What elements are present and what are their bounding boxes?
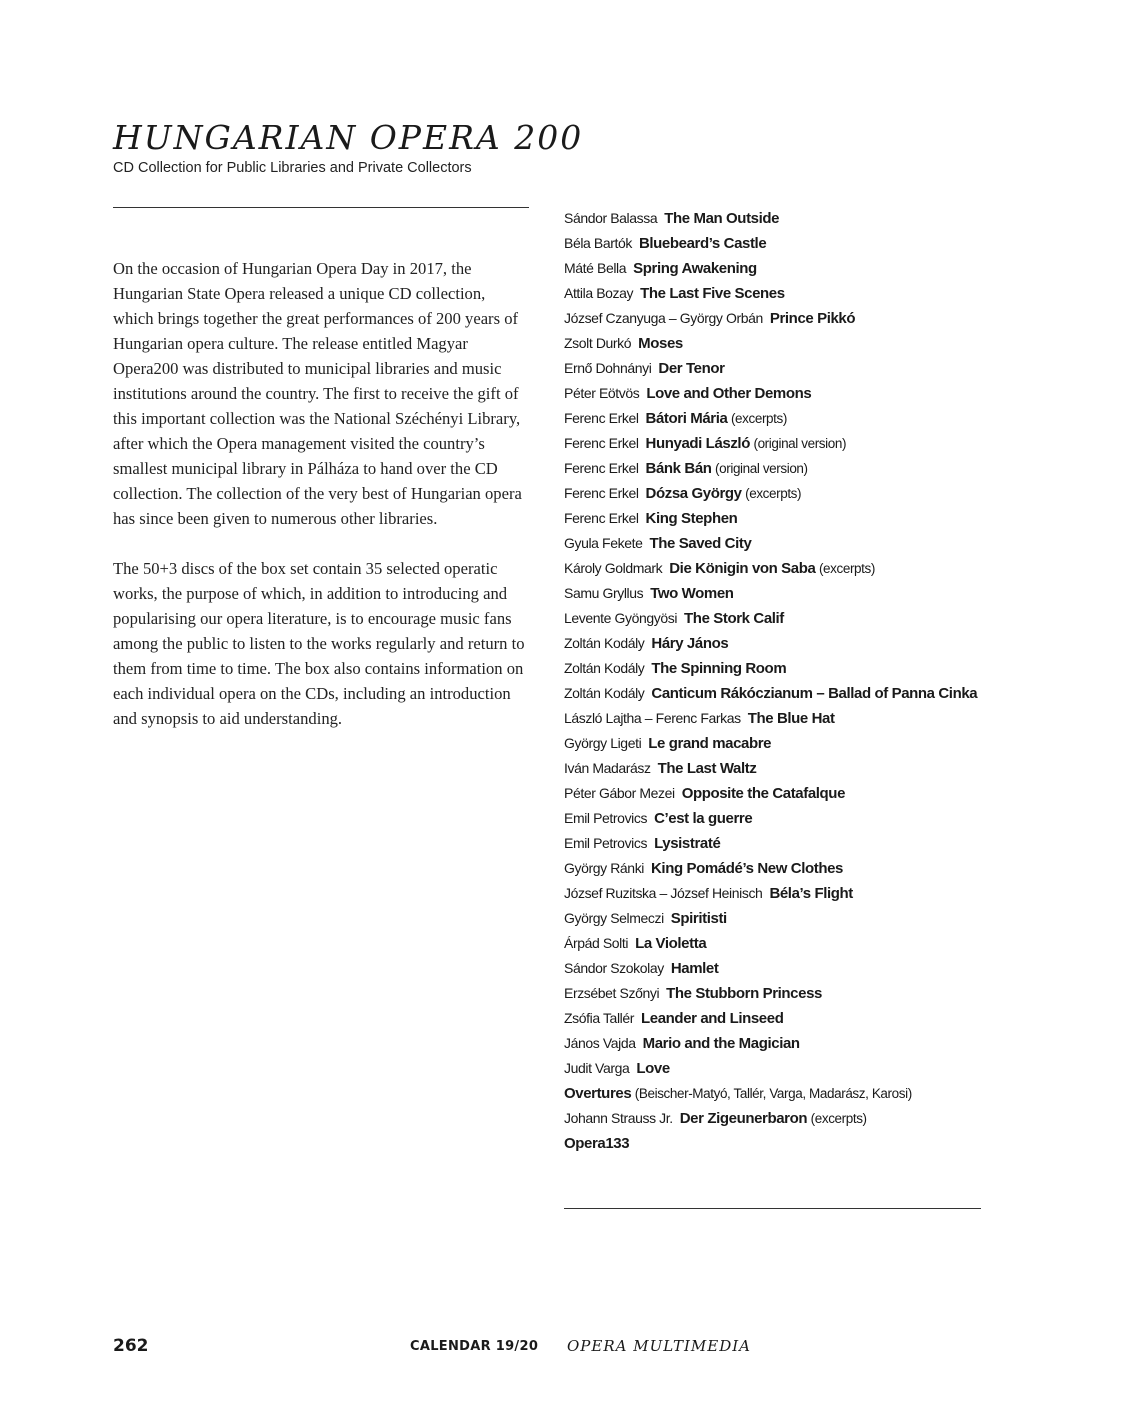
work-note: (original version) <box>753 436 847 451</box>
work-note: (excerpts) <box>810 1111 867 1126</box>
work-list-item <box>564 381 994 406</box>
work-title: Háry János <box>651 635 729 652</box>
work-title: Der Zigeunerbaron <box>679 1110 808 1127</box>
footer-calendar: CALENDAR 19/20 <box>410 1339 539 1354</box>
work-composer: Zoltán Kodály <box>564 660 645 676</box>
page-number: 262 <box>113 1336 149 1356</box>
work-composer: János Vajda <box>564 1035 636 1051</box>
work-title: Overtures <box>564 1085 632 1102</box>
divider-bottom-right <box>564 1208 981 1209</box>
work-composer: Péter Eötvös <box>564 385 640 401</box>
work-composer: Zoltán Kodály <box>564 685 645 701</box>
body-paragraph: On the occasion of Hungarian Opera Day in 2017, the Hungarian State Opera released a unique CD collection, which brings together the great performances of 200 years of Hungarian opera culture. The release entitled Magyar Opera200 was distributed to municipal libraries and music institutions around the country. The first to receive the gift of this important collection was the National Széchényi Library, after which the Opera management visited the country’s smallest municipal library in Pálháza to hand over the CD collection. The collection of the very best of Hungarian opera has since been given to numerous other libraries. <box>113 259 522 528</box>
work-title: Béla’s Flight <box>769 885 853 902</box>
work-list-item <box>564 556 994 581</box>
work-composer: Sándor Balassa <box>564 210 658 226</box>
work-composer: Zsófia Tallér <box>564 1010 635 1026</box>
work-note: (Beischer-Matyó, Tallér, Varga, Madarász, Karosi) <box>634 1086 912 1101</box>
work-note: (excerpts) <box>730 411 787 426</box>
work-title: Two Women <box>650 585 734 602</box>
work-composer: Johann Strauss Jr. <box>564 1110 673 1126</box>
body-paragraph: The 50+3 discs of the box set contain 35 selected operatic works, the purpose of which, in addition to introducing and popularising our opera literature, is to encourage music fans among the public to listen to the works regularly and return to them from time to time. The box also contains information on each individual opera on the CDs, including an introduction and synopsis to aid understanding. <box>113 559 525 728</box>
work-list-item <box>564 681 994 706</box>
work-note: (excerpts) <box>818 561 875 576</box>
work-title: The Last Waltz <box>657 760 757 777</box>
work-list-item <box>564 706 994 731</box>
work-note: (original version) <box>715 461 808 476</box>
work-title: Canticum Rákóczianum – Ballad of Panna Cinka <box>651 685 978 702</box>
work-title: C’est la guerre <box>654 810 753 827</box>
work-list-item <box>564 606 994 631</box>
work-composer: László Lajtha – Ferenc Farkas <box>564 710 741 726</box>
work-composer: Zoltán Kodály <box>564 635 645 651</box>
work-list-item <box>564 306 994 331</box>
work-title: King Pomádé’s New Clothes <box>651 860 843 877</box>
work-list-item <box>564 656 994 681</box>
work-composer: Ferenc Erkel <box>564 510 639 526</box>
work-composer: Ferenc Erkel <box>564 435 639 451</box>
work-list-item <box>564 506 994 531</box>
work-composer: Károly Goldmark <box>564 560 663 576</box>
work-composer: Emil Petrovics <box>564 810 648 826</box>
work-composer: Péter Gábor Mezei <box>564 785 675 801</box>
work-list-item <box>564 1056 994 1081</box>
work-list-item <box>564 356 994 381</box>
work-title: The Stubborn Princess <box>666 985 822 1002</box>
work-list-item <box>564 256 994 281</box>
work-title: Leander and Linseed <box>641 1010 784 1027</box>
work-title: Der Tenor <box>658 360 725 377</box>
work-composer: Zsolt Durkó <box>564 335 632 351</box>
work-title: Love and Other Demons <box>646 385 812 402</box>
work-title: The Spinning Room <box>651 660 787 677</box>
work-composer: Ferenc Erkel <box>564 485 639 501</box>
work-title: Mario and the Magician <box>642 1035 800 1052</box>
footer-section: OPERA MULTIMEDIA <box>567 1337 751 1355</box>
work-list-item <box>564 756 994 781</box>
work-list-item <box>564 1131 994 1156</box>
work-composer: József Ruzitska – József Heinisch <box>564 885 763 901</box>
work-title: Opera133 <box>564 1135 630 1152</box>
work-list-item <box>564 906 994 931</box>
work-composer: Máté Bella <box>564 260 627 276</box>
work-list-item <box>564 1031 994 1056</box>
work-title: Love <box>636 1060 670 1077</box>
work-composer: György Ligeti <box>564 735 642 751</box>
work-composer: Judit Varga <box>564 1060 630 1076</box>
work-title: The Stork Calif <box>684 610 784 627</box>
work-list-item <box>564 481 994 506</box>
divider-top-left <box>113 207 529 208</box>
work-list-item <box>564 331 994 356</box>
work-title: Hamlet <box>670 960 719 977</box>
work-composer: György Ránki <box>564 860 645 876</box>
work-composer: György Selmeczi <box>564 910 664 926</box>
work-list-item <box>564 406 994 431</box>
work-title: Bluebeard’s Castle <box>638 235 767 252</box>
work-composer: Béla Bartók <box>564 235 632 251</box>
work-composer: Emil Petrovics <box>564 835 648 851</box>
work-title: La Violetta <box>635 935 707 952</box>
work-composer: Attila Bozay <box>564 285 634 301</box>
work-title: Hunyadi László <box>645 435 750 452</box>
work-list-item <box>564 931 994 956</box>
work-title: The Man Outside <box>664 210 780 227</box>
work-title: Moses <box>638 335 683 352</box>
work-list-item <box>564 531 994 556</box>
work-title: Prince Pikkó <box>769 310 856 327</box>
work-list-item <box>564 231 994 256</box>
work-list-item <box>564 781 994 806</box>
work-list-item <box>564 1106 994 1131</box>
work-composer: Ernő Dohnányi <box>564 360 652 376</box>
work-list-item <box>564 856 994 881</box>
work-list-item <box>564 281 994 306</box>
work-composer: Ferenc Erkel <box>564 410 639 426</box>
work-title: Bánk Bán <box>645 460 712 477</box>
work-list-item <box>564 731 994 756</box>
work-list-item <box>564 956 994 981</box>
work-composer: Samu Gryllus <box>564 585 644 601</box>
work-list-item <box>564 631 994 656</box>
work-title: Dózsa György <box>645 485 742 502</box>
work-title: The Blue Hat <box>747 710 835 727</box>
work-composer: Erzsébet Szőnyi <box>564 985 660 1001</box>
work-list-item <box>564 1006 994 1031</box>
work-title: Spring Awakening <box>633 260 757 277</box>
work-list-item <box>564 581 994 606</box>
work-title: Le grand macabre <box>648 735 772 752</box>
work-title: The Last Five Scenes <box>640 285 785 302</box>
work-composer: Levente Gyöngyösi <box>564 610 678 626</box>
page-title: HUNGARIAN OPERA 200 <box>113 118 584 157</box>
work-list-item <box>564 831 994 856</box>
work-title: Bátori Mária <box>645 410 728 427</box>
work-composer: Sándor Szokolay <box>564 960 664 976</box>
work-composer: Gyula Fekete <box>564 535 643 551</box>
work-list-item <box>564 806 994 831</box>
work-title: Spiritisti <box>670 910 727 927</box>
work-list-item <box>564 206 994 231</box>
page-subtitle: CD Collection for Public Libraries and Private Collectors <box>113 160 472 176</box>
work-title: Opposite the Catafalque <box>681 785 846 802</box>
work-composer: Ferenc Erkel <box>564 460 639 476</box>
work-list-item <box>564 431 994 456</box>
work-list-item <box>564 1081 994 1106</box>
work-list-item <box>564 881 994 906</box>
work-note: (excerpts) <box>745 486 802 501</box>
work-title: Die Königin von Saba <box>669 560 816 577</box>
works-list <box>564 206 994 1156</box>
work-composer: Árpád Solti <box>564 935 629 951</box>
work-title: The Saved City <box>649 535 752 552</box>
work-composer: Iván Madarász <box>564 760 651 776</box>
article-body <box>113 256 525 756</box>
work-list-item <box>564 981 994 1006</box>
work-title: Lysistraté <box>654 835 721 852</box>
work-title: King Stephen <box>645 510 738 527</box>
work-list-item <box>564 456 994 481</box>
work-composer: József Czanyuga – György Orbán <box>564 310 763 326</box>
